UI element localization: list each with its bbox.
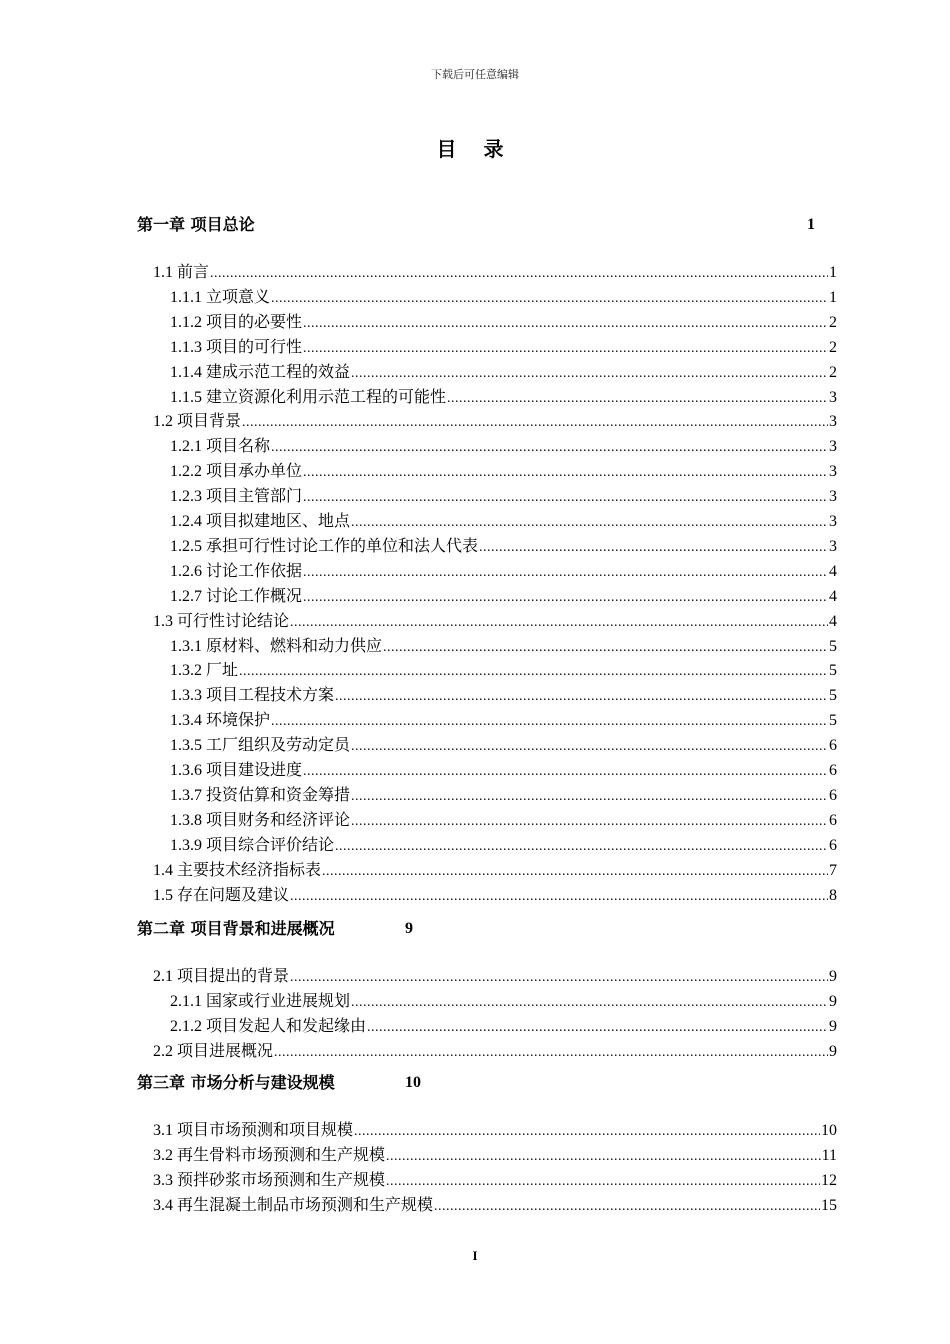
- chapter-page-number: 9: [405, 920, 413, 937]
- toc-entry[interactable]: [153, 1118, 837, 1143]
- toc-entry-page-number: 2: [829, 338, 837, 356]
- toc-entry-label: 1.3.9 项目综合评价结论: [170, 836, 335, 854]
- toc-entry[interactable]: [153, 609, 837, 634]
- toc-entry[interactable]: [170, 434, 837, 459]
- dot-leader: [271, 709, 828, 734]
- dot-leader: [242, 410, 828, 435]
- toc-entry-label: 1.3.3 项目工程技术方案: [170, 687, 335, 705]
- toc-entry[interactable]: [170, 833, 837, 858]
- toc-chapter-heading[interactable]: [137, 212, 815, 238]
- toc-entry-label: 2.2 项目进展概况: [153, 1042, 274, 1060]
- toc-entry-page-number: 3: [829, 513, 837, 530]
- toc-entry-label: 1.3.1 原材料、燃料和动力供应: [170, 637, 383, 655]
- dot-leader: [210, 261, 828, 286]
- toc-entry-page-number: 3: [829, 413, 837, 431]
- toc-entry-label: 1.2.6 讨论工作依据: [170, 562, 303, 580]
- toc-entry-label: 1.3.7 投资估算和资金筹措: [170, 786, 351, 804]
- dot-leader: [303, 311, 828, 336]
- toc-entry-page-number: 9: [829, 992, 837, 1010]
- dot-leader: [274, 1040, 828, 1065]
- toc-entry-label: 1.1 前言: [153, 264, 210, 281]
- toc-entry-label: 1.3.8 项目财务和经济评论: [170, 811, 351, 829]
- toc-chapter-heading[interactable]: [137, 1070, 421, 1096]
- toc-entry-page-number: 4: [829, 587, 837, 605]
- toc-entry-label: 1.1.3 项目的可行性: [170, 338, 303, 356]
- toc-entry-page-number: 2: [829, 313, 837, 331]
- toc-entry[interactable]: [153, 260, 837, 285]
- toc-entry[interactable]: [153, 1193, 837, 1218]
- toc-entry[interactable]: [170, 758, 837, 783]
- toc-entry[interactable]: [170, 360, 837, 385]
- toc-entry[interactable]: [170, 385, 837, 410]
- dot-leader: [383, 635, 828, 660]
- dot-leader: [303, 460, 828, 485]
- toc-entry-page-number: 15: [821, 1196, 837, 1214]
- dot-leader: [271, 286, 828, 311]
- toc-entry-label: 1.3.5 工厂组织及劳动定员: [170, 737, 351, 755]
- toc-entry-page-number: 6: [829, 786, 837, 804]
- toc-entry-label: 1.3.2 厂址: [170, 662, 239, 680]
- toc-entry-label: 3.3 预拌砂浆市场预测和生产规模: [153, 1171, 386, 1189]
- toc-entry-page-number: 11: [821, 1146, 837, 1164]
- toc-entry[interactable]: [153, 1168, 837, 1193]
- dot-leader: [351, 784, 828, 809]
- toc-entry-page-number: 5: [829, 637, 837, 655]
- dot-leader: [303, 759, 828, 784]
- toc-entry-label: 1.3 可行性讨论结论: [153, 612, 290, 630]
- toc-entry[interactable]: [170, 335, 837, 360]
- toc-entry[interactable]: [170, 683, 837, 708]
- dot-leader: [351, 809, 828, 834]
- toc-entry[interactable]: [170, 310, 837, 335]
- toc-entry-page-number: 6: [829, 811, 837, 829]
- dot-leader: [351, 510, 828, 535]
- toc-entry-page-number: 9: [829, 1042, 837, 1060]
- toc-chapter-heading[interactable]: [137, 916, 413, 942]
- toc-entry[interactable]: [153, 1039, 837, 1064]
- dot-leader: [239, 659, 828, 684]
- dot-leader: [303, 560, 828, 585]
- toc-entry-page-number: 9: [829, 968, 837, 985]
- toc-entry-page-number: 6: [829, 762, 837, 779]
- chapter-page-number: 10: [405, 1074, 421, 1091]
- toc-entry-page-number: 4: [829, 612, 837, 630]
- page-number: I: [472, 1248, 478, 1263]
- toc-entry-page-number: 9: [829, 1017, 837, 1035]
- toc-entry-label: 1.1.4 建成示范工程的效益: [170, 363, 351, 381]
- dot-leader: [303, 336, 828, 361]
- toc-entry-page-number: 3: [829, 388, 837, 406]
- toc-entry-page-number: 3: [829, 463, 837, 481]
- toc-entry[interactable]: [170, 808, 837, 833]
- toc-entry-label: 1.2.2 项目承办单位: [170, 463, 303, 481]
- toc-entry-page-number: 2: [829, 363, 837, 381]
- toc-entry-page-number: 10: [821, 1122, 837, 1139]
- dot-leader: [367, 1015, 828, 1040]
- toc-entry-label: 1.1.1 立项意义: [170, 288, 271, 306]
- toc-entry-page-number: 3: [829, 438, 837, 456]
- chapter-label: 第一章 项目总论: [137, 215, 255, 234]
- toc-entry-label: 1.1.2 项目的必要性: [170, 313, 303, 331]
- toc-entry[interactable]: [170, 484, 837, 509]
- toc-entry[interactable]: [170, 783, 837, 808]
- dot-leader: [386, 1169, 820, 1194]
- chapter-label: 第二章 项目背景和进展概况: [137, 919, 335, 938]
- toc-entry-label: 1.1.5 建立资源化利用示范工程的可能性: [170, 388, 447, 406]
- toc-entry-label: 3.2 再生骨料市场预测和生产规模: [153, 1146, 386, 1164]
- toc-entry-page-number: 8: [829, 886, 837, 904]
- toc-entry[interactable]: [170, 509, 837, 534]
- toc-entry[interactable]: [170, 285, 837, 310]
- toc-entry-page-number: 4: [829, 562, 837, 580]
- toc-entry-page-number: 5: [829, 662, 837, 680]
- toc-title: 目 录: [436, 137, 514, 161]
- dot-leader: [290, 965, 828, 990]
- dot-leader: [479, 535, 828, 560]
- toc-entry-label: 2.1.2 项目发起人和发起缘由: [170, 1017, 367, 1035]
- toc-entry-page-number: 5: [829, 687, 837, 705]
- toc-entry[interactable]: [170, 733, 837, 758]
- toc-entry-label: 1.2 项目背景: [153, 413, 242, 431]
- toc-entry[interactable]: [153, 858, 837, 883]
- toc-entry-page-number: 3: [829, 488, 837, 506]
- toc-entry-page-number: 12: [821, 1171, 837, 1189]
- toc-entry-label: 1.3.4 环境保护: [170, 712, 271, 730]
- dot-leader: [351, 990, 828, 1015]
- toc-entry-label: 1.2.1 项目名称: [170, 438, 271, 456]
- toc-entry-label: 3.4 再生混凝土制品市场预测和生产规模: [153, 1196, 434, 1214]
- dot-leader: [335, 684, 828, 709]
- dot-leader: [322, 859, 828, 884]
- toc-entry[interactable]: [153, 964, 837, 989]
- toc-entry[interactable]: [170, 989, 837, 1014]
- toc-entry-label: 1.2.5 承担可行性讨论工作的单位和法人代表: [170, 537, 479, 555]
- toc-entry-page-number: 1: [829, 264, 837, 281]
- toc-entry[interactable]: [153, 409, 837, 434]
- chapter-page-number: 1: [807, 216, 815, 233]
- dot-leader: [303, 485, 828, 510]
- toc-entry[interactable]: [170, 658, 837, 683]
- toc-entry[interactable]: [170, 584, 837, 609]
- toc-entry[interactable]: [153, 883, 837, 908]
- toc-entry-label: 2.1.1 国家或行业进展规划: [170, 992, 351, 1010]
- toc-entry[interactable]: [170, 708, 837, 733]
- dot-leader: [447, 386, 828, 411]
- page-header: 下载后可任意编辑: [431, 68, 519, 81]
- toc-entry[interactable]: [170, 459, 837, 484]
- dot-leader: [271, 435, 828, 460]
- toc-entry-label: 1.2.4 项目拟建地区、地点: [170, 513, 351, 530]
- toc-entry[interactable]: [170, 1014, 837, 1039]
- toc-entry-label: 2.1 项目提出的背景: [153, 968, 290, 985]
- toc-entry-page-number: 7: [829, 861, 837, 879]
- toc-entry-label: 1.2.7 讨论工作概况: [170, 587, 303, 605]
- toc-entry-page-number: 6: [829, 737, 837, 755]
- toc-entry-label: 1.5 存在问题及建议: [153, 886, 290, 904]
- toc-entry[interactable]: [170, 634, 837, 659]
- dot-leader: [354, 1119, 820, 1144]
- dot-leader: [335, 834, 828, 859]
- dot-leader: [303, 585, 828, 610]
- toc-entry-label: 3.1 项目市场预测和项目规模: [153, 1122, 354, 1139]
- dot-leader: [351, 734, 828, 759]
- toc-entry-page-number: 6: [829, 836, 837, 854]
- toc-entry-label: 1.3.6 项目建设进度: [170, 762, 303, 779]
- toc-entry-page-number: 1: [829, 288, 837, 306]
- dot-leader: [290, 884, 828, 909]
- toc-entry-page-number: 3: [829, 537, 837, 555]
- toc-entry-label: 1.2.3 项目主管部门: [170, 488, 303, 506]
- dot-leader: [290, 610, 828, 635]
- toc-entry-label: 1.4 主要技术经济指标表: [153, 861, 322, 879]
- dot-leader: [386, 1144, 821, 1169]
- toc-entry-page-number: 5: [829, 712, 837, 730]
- toc-entry[interactable]: [170, 559, 837, 584]
- toc-entry[interactable]: [153, 1143, 837, 1168]
- chapter-label: 第三章 市场分析与建设规模: [137, 1073, 335, 1092]
- dot-leader: [351, 361, 828, 386]
- toc-entry[interactable]: [170, 534, 837, 559]
- dot-leader: [434, 1194, 820, 1219]
